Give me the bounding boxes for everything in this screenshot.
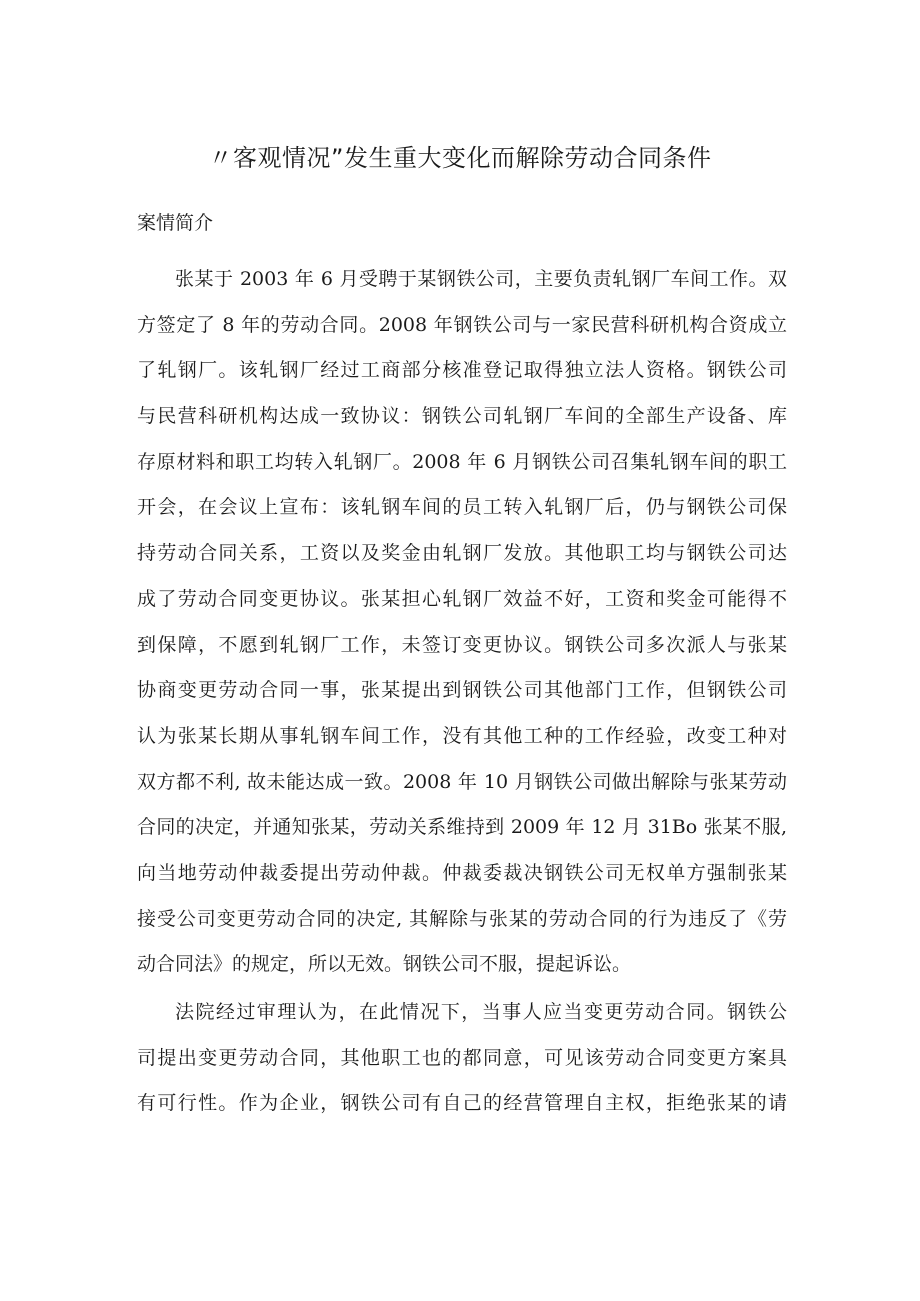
document-body	[137, 257, 787, 1127]
text-line: 到保障，不愿到轧钢厂工作，未签订变更协议。钢铁公司多次派人与张某	[137, 633, 787, 656]
text-line: 开会，在会议上宣布：该轧钢车间的员工转入轧钢厂后，仍与钢铁公司保	[137, 496, 787, 519]
text-line: 协商变更劳动合同一事，张某提出到钢铁公司其他部门工作，但钢铁公司	[137, 679, 787, 702]
text-line: 成了劳动合同变更协议。张某担心轧钢厂效益不好，工资和奖金可能得不	[137, 587, 787, 610]
text-line: 合同的决定，并通知张某，劳动关系维持到 2009 年 12 月 31Bo 张某不服,	[137, 816, 787, 839]
text-line: 双方都不利, 故未能达成一致。2008 年 10 月钢铁公司做出解除与张某劳动	[137, 770, 787, 793]
text-line: 了轧钢厂。该轧钢厂经过工商部分核准登记取得独立法人资格。钢铁公司	[137, 359, 787, 382]
text-line: 法院经过审理认为，在此情况下，当事人应当变更劳动合同。钢铁公	[175, 1001, 787, 1023]
text-line: 向当地劳动仲裁委提出劳动仲裁。仲裁委裁决钢铁公司无权单方强制张某	[137, 861, 787, 884]
text-line: 司提出变更劳动合同，其他职工也的都同意，可见该劳动合同变更方案具	[137, 1046, 787, 1069]
text-line: 持劳动合同关系，工资以及奖金由轧钢厂发放。其他职工均与钢铁公司达	[137, 542, 787, 565]
paragraph-case-facts	[137, 257, 787, 988]
text-line: 张某于 2003 年 6 月受聘于某钢铁公司，主要负责轧钢厂车间工作。双	[175, 268, 787, 290]
text-line: 有可行性。作为企业，钢铁公司有自己的经营管理自主权，拒绝张某的请	[137, 1092, 787, 1115]
text-line: 存原材料和职工均转入轧钢厂。2008 年 6 月钢铁公司召集轧钢车间的职工	[137, 450, 787, 473]
text-line: 与民营科研机构达成一致协议：钢铁公司轧钢厂车间的全部生产设备、库	[137, 405, 787, 428]
paragraph-court-ruling	[137, 990, 787, 1127]
text-line: 方签定了 8 年的劳动合同。2008 年钢铁公司与一家民营科研机构合资成立	[137, 313, 787, 336]
text-line: 认为张某长期从事轧钢车间工作，没有其他工种的工作经验，改变工种对	[137, 724, 787, 747]
text-line: 接受公司变更劳动合同的决定, 其解除与张某的劳动合同的行为违反了《劳	[137, 907, 787, 930]
text-line: 动合同法》的规定，所以无效。钢铁公司不服，提起诉讼。	[137, 953, 632, 976]
section-heading-case-summary: 案情简介	[137, 212, 214, 234]
document-title: 〃客观情况”发生重大变化而解除劳动合同条件	[208, 144, 712, 172]
